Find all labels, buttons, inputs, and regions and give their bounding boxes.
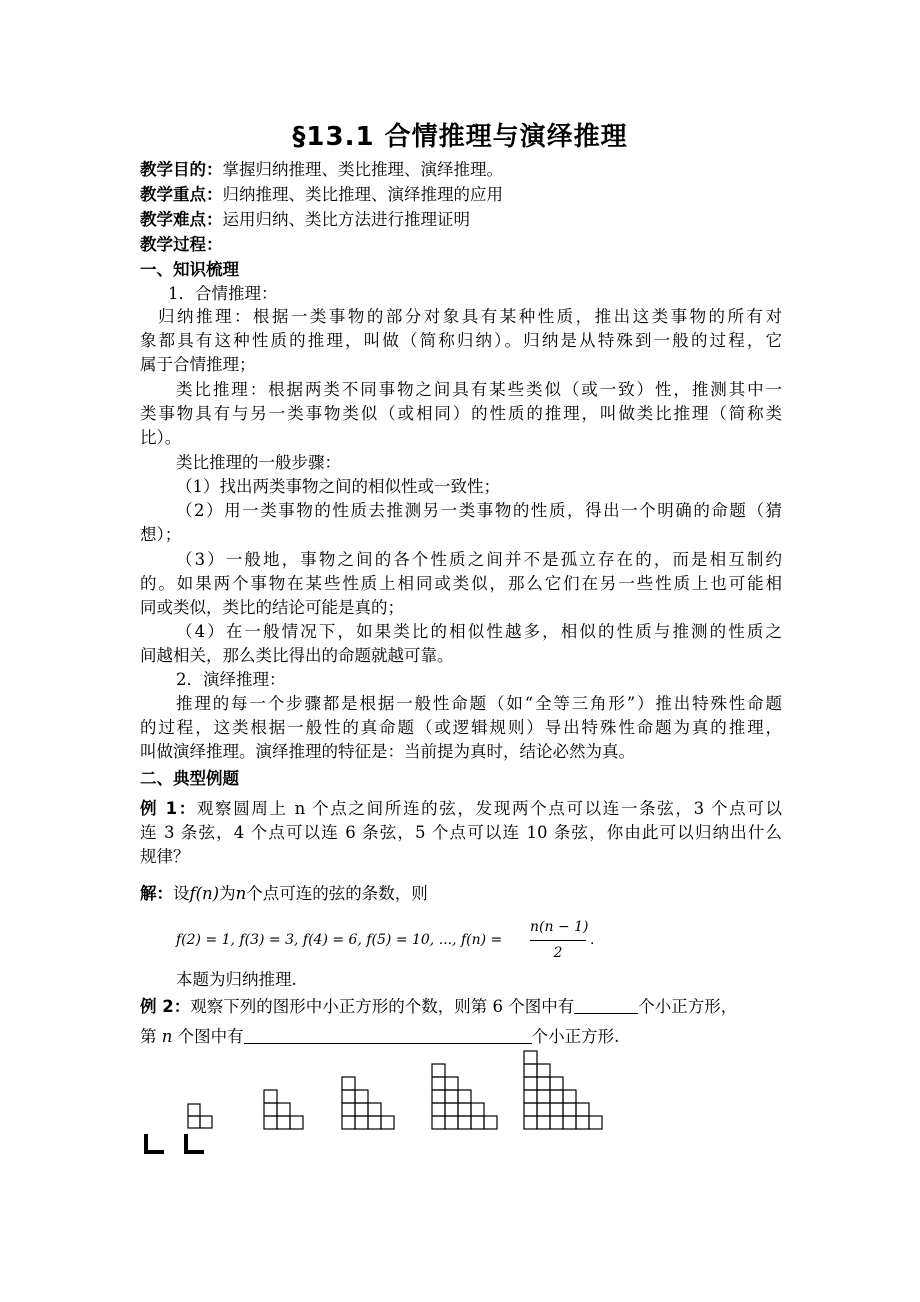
figure-2-l-shape <box>186 1134 204 1152</box>
paragraph-line: 类事物具有与另一类事物类似（或相同）的性质的推理，叫做类比推理（简称类 <box>140 404 782 423</box>
figure-6 <box>524 1051 602 1129</box>
paragraph-line: 类比推理：根据两类不同事物之间具有某些类似（或一致）性，推测其中一 <box>176 380 782 399</box>
example-text: 个小正方形， <box>638 997 738 1016</box>
formula-left: f(2) = 1, f(3) = 3, f(4) = 6, f(5) = 10, ..., f(n) = <box>176 932 503 948</box>
paragraph-line: 的过程，这类根据一般性的真命题（或逻辑规则）导出特殊性命题为真的推理， <box>140 718 782 737</box>
step-line: （3）一般地，事物之间的各个性质之间并不是孤立存在的，而是相互制约 <box>176 550 782 569</box>
paragraph-line: 推理的每一个步骤都是根据一般性命题（如“全等三角形”）推出特殊性命题 <box>176 694 782 713</box>
objective-text: 归纳推理、类比推理、演绎推理的应用 <box>222 185 503 204</box>
paragraph-line: 象都具有这种性质的推理，叫做（简称归纳）。归纳是从特殊到一般的过程，它 <box>140 331 782 350</box>
step-line: （1）找出两类事物之间的相似性或一致性； <box>176 477 500 496</box>
figure-4 <box>342 1077 394 1129</box>
figure-3 <box>264 1090 303 1129</box>
page-title: §13.1 合情推理与演绎推理 <box>292 122 628 152</box>
step-line: （4）在一般情况下，如果类比的相似性越多，相似的性质与推测的性质之 <box>176 622 782 641</box>
example-text: 观察下列的图形中小正方形的个数，则第 6 个图中有 <box>190 997 575 1016</box>
solution-text: 个点可连的弦的条数，则 <box>246 884 428 903</box>
solution-text: 设 <box>173 884 190 903</box>
section-heading: 二、典型例题 <box>140 769 239 788</box>
formula-numerator: n(n − 1) <box>530 919 589 935</box>
figure-1-l-shape <box>146 1134 164 1152</box>
paragraph-line: 叫做演绎推理。演绎推理的特征是：当前提为真时，结论必然为真。 <box>140 742 635 761</box>
steps-title: 类比推理的一般步骤： <box>176 453 341 472</box>
example-text: 个图中有 <box>177 1027 244 1046</box>
section-heading: 一、知识梳理 <box>140 260 239 279</box>
example-line: 规律？ <box>140 847 190 866</box>
function-symbol: f(n) <box>189 884 220 903</box>
objective-text: 掌握归纳推理、类比推理、演绎推理。 <box>222 160 503 179</box>
step-line: 的。如果两个事物在某些性质上相同或类似，那么它们在另一些性质上也可能相 <box>140 574 782 593</box>
objective-text: 运用归纳、类比方法进行推理证明 <box>222 210 470 229</box>
step-line: 想）； <box>140 525 182 544</box>
step-line: 同或类似，类比的结论可能是真的； <box>140 598 404 617</box>
example-text: 观察圆周上 n 个点之间所连的弦，发现两个点可以连一条弦，3 个点可以 <box>196 799 782 818</box>
figure-2 <box>188 1104 212 1128</box>
variable-n: n <box>235 884 247 903</box>
example-label: 例 2： <box>140 997 191 1016</box>
solution-text: 为 <box>219 884 236 903</box>
figure-5 <box>432 1064 497 1129</box>
subheading: 1．合情推理： <box>168 284 278 303</box>
paragraph-line: 比）。 <box>140 428 182 447</box>
formula-end: . <box>590 932 595 948</box>
objective-label: 教学难点： <box>140 210 223 229</box>
example-text: 个小正方形. <box>531 1027 620 1046</box>
solution-label: 解： <box>140 884 173 903</box>
objective-label: 教学重点： <box>140 185 223 204</box>
solution-note: 本题为归纳推理. <box>176 970 297 989</box>
paragraph-line: 属于合情推理； <box>140 355 256 374</box>
example-label: 例 1： <box>140 799 197 818</box>
objective-label: 教学过程： <box>140 235 223 254</box>
variable-n: n <box>161 1027 173 1046</box>
subheading: 2．演绎推理： <box>176 670 286 689</box>
formula-denominator: 2 <box>553 945 563 961</box>
example-text: 第 <box>140 1027 157 1046</box>
objective-label: 教学目的： <box>140 160 223 179</box>
paragraph-line: 归纳推理：根据一类事物的部分对象具有某种性质，推出这类事物的所有对 <box>158 307 782 326</box>
step-line: （2）用一类事物的性质去推测另一类事物的性质，得出一个明确的命题（猜 <box>176 501 782 520</box>
example-line: 连 3 条弦，4 个点可以连 6 条弦，5 个点可以连 10 条弦，你由此可以归纳出什么 <box>140 823 782 842</box>
step-line: 间越相关，那么类比得出的命题就越可靠。 <box>140 646 454 665</box>
